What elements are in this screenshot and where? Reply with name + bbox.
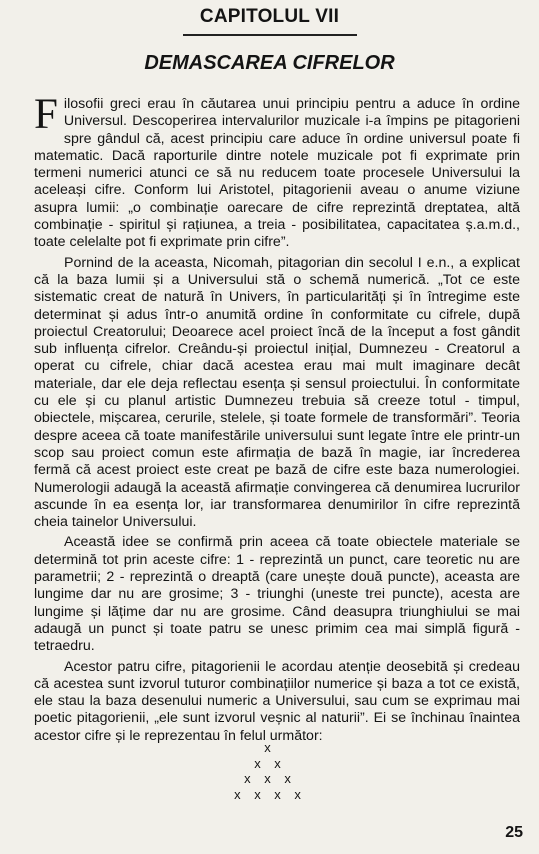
chapter-underline — [183, 34, 357, 36]
paragraph-text: ilosofii greci erau în căutarea unui principiu pentru a aduce în ordine Universul. Descoperirea intervalurilor muzicale i-a împins pe pitagorieni spre gândul că, acest principiu care aduce în ordine universul poate fi matematic. Dacă raporturile dintre notele muzicale pot fi exprimate prin termeni numerici atunci ce să nu reducem toate procesele Universului la aceleași cifre. Conform lui Aristotel, pitagorienii aveau o anume viziune asupra lumii: „o combinație oarecare de cifre reprezintă dreptatea, altă combinație - spiritul și rațiunea, a treia - posibilitatea, capacitatea ș.a.m.d., toate celelalte pot fi exprimate prin cifre”. — [34, 96, 520, 251]
chapter-title: DEMASCAREA CIFRELOR — [144, 52, 395, 74]
paragraph — [34, 91, 520, 252]
chapter-heading: CAPITOLUL VII — [199, 6, 340, 27]
tetractys-row: x x — [254, 755, 286, 771]
paragraph: Acestor patru cifre, pitagorienii le acordau atenție deosebită și credeau că acestea sunt izvorul tuturor combinațiilor numerice și baza a tot ce există, ele stau la baza desenului numeric a Universului, sau cum se exprimau mai poetic pitagorienii, „ele sunt izvorul veșnic al naturii”. Ei se închinau înaintea acestor cifre și le reprezentau în felul următor: — [34, 658, 520, 744]
tetractys-figure — [220, 740, 320, 802]
paragraph: Pornind de la aceasta, Nicomah, pitagorian din secolul I e.n., a explicat că la baza lumii și a Universului stă o schemă numerică. „Tot ce este sistematic creat de natură în Univers, în particularități și în întregime este determinat și adus într-o anumită ordine în conformitate cu cifrele, după proiectul Creatorului; Deoarece acel proiect încă de la început a fost gândit sub influența cifrelor. Creându-și proiectul inițial, Dumnezeu - Creatorul a operat cu cifrele, chiar dacă acestea erau mai mult imaginare decât materiale, dar ele deja reflectau esența și sensul proiectului. În conformitate cu ele și cu planul artistic Dumnezeu trebuia să creeze totul - timpul, obiectele, mișcarea, cerurile, stelele, și toate formele de transformări”. Teoria despre aceea că toate manifestările universului sunt legate între ele printr-un scop sau proiect comun este afirmația de bază în magie, iar încrederea fermă că acest proiect este creat pe bază de cifre este baza numerologiei. Numerologii adaugă la această afirmație convingerea că denumirea lucrurilor ascunde în ea esența lor, iar transformarea denumirilor în cifre reprezintă cheia tainelor Universului. — [34, 254, 520, 531]
drop-cap: F — [34, 91, 58, 138]
body-text — [34, 91, 520, 748]
tetractys-row: x x x x — [234, 786, 306, 802]
page-number: 25 — [505, 824, 523, 841]
tetractys-row: x — [264, 740, 276, 755]
paragraph: Această idee se confirmă prin aceea că toate obiectele materiale se determină tot prin aceste cifre: 1 - reprezintă un punct, care teoretic nu are parametrii; 2 - reprezintă o dreaptă (care unește două puncte), aceasta are lungime dar nu are grosime; 3 - triunghi (uneste trei puncte), acesta are lungime și lățime dar nu are grosime. Când deasupra triunghiului se mai adaugă un punct și toate patru se unesc primim cea mai simplă figură - tetraedru. — [34, 534, 520, 655]
tetractys-row: x x x — [244, 771, 296, 786]
